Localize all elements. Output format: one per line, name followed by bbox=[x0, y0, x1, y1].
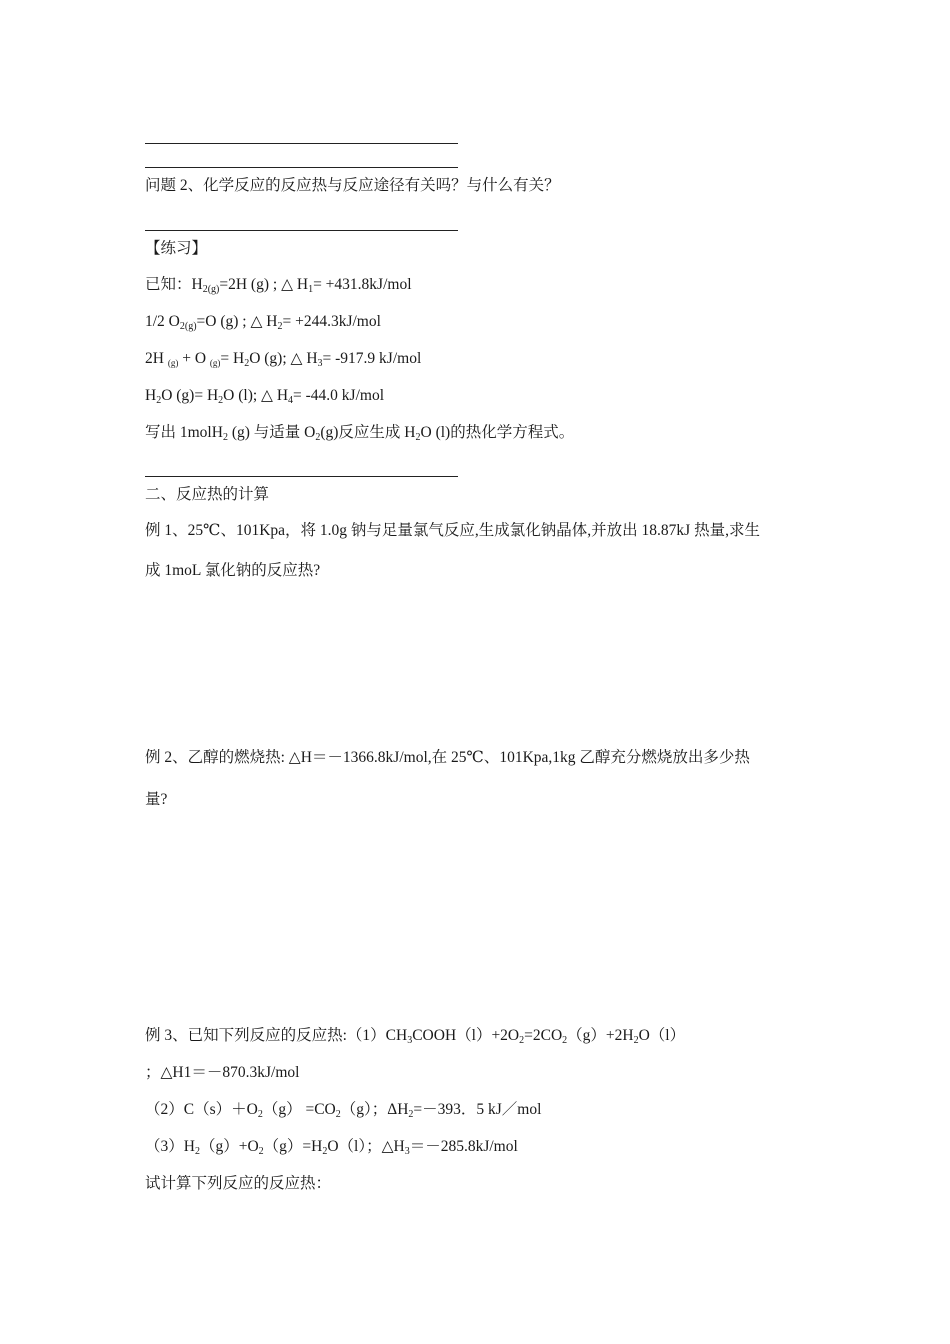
section-2-heading: 二、反应热的计算 bbox=[145, 486, 270, 503]
answer-line-2 bbox=[145, 167, 458, 168]
known-eq-1: 已知：$H_{2(g)}=2H$ (g) ; △ $H_1= +431.8kJ/mol$ bbox=[145, 276, 412, 295]
known-eq-3: 2H $_{(g)}$ + O $_{(g)}= H_2O$ (g); △ $H_3= -917.9$ kJ/mol bbox=[145, 350, 422, 369]
example-3-line-3: $(2)C(s)+O_2(g) =CO_2(g)$；$\Delta H_2=-393$．5 kJ／mol bbox=[145, 1101, 542, 1120]
known-eq-2: 1/2 $O_{2(g)}=O$ (g) ; △ $H_2= +244.3kJ/mol$ bbox=[145, 313, 381, 332]
answer-line-3 bbox=[145, 230, 458, 231]
example-3-line-5: 试计算下列反应的反应热： bbox=[145, 1175, 332, 1192]
example-2-line-2: 量? bbox=[145, 791, 168, 808]
answer-line-1 bbox=[145, 143, 458, 144]
answer-line-4 bbox=[145, 476, 458, 477]
example-3-line-2: ；△H1＝－870.3kJ/mol bbox=[145, 1064, 300, 1081]
known-eq-4: $H_2O$ $(g)= H_2O$ (l); △ $H_4= -44.0$ kJ/mol bbox=[145, 387, 385, 406]
question-2: 问题 2、化学反应的反应热与反应途径有关吗？与什么有关？ bbox=[145, 177, 560, 194]
example-3-line-1: 例 3、已知下列反应的反应热$:(1)CH_3COOH(l)+2O_2=2CO_2(g)+2H_2O(l)$ bbox=[145, 1027, 686, 1046]
example-3-line-4: $(3)H_2(g)+O_2(g)=H_2O(l)$；$\triangle H_3=-285.8kJ$/mol bbox=[145, 1138, 518, 1157]
practice-heading: 【练习】 bbox=[145, 240, 208, 257]
example-1-line-2: 成 1moL 氯化钠的反应热? bbox=[145, 562, 321, 579]
write-equation-task: 写出 1molH$_2$ (g) 与适量 $O_2(g)$反应生成 $H_2O$ (l)的热化学方程式。 bbox=[145, 424, 575, 443]
example-1-line-1: 例 1、25℃、101Kpa，将 1.0g 钠与足量氯气反应,生成氯化钠晶体,并放出 18.87kJ 热量,求生 bbox=[145, 522, 760, 539]
example-2-line-1: 例 2、乙醇的燃烧热: △H＝－1366.8kJ/mol,在 25℃、101Kpa,1kg 乙醇充分燃烧放出多少热 bbox=[145, 749, 750, 766]
